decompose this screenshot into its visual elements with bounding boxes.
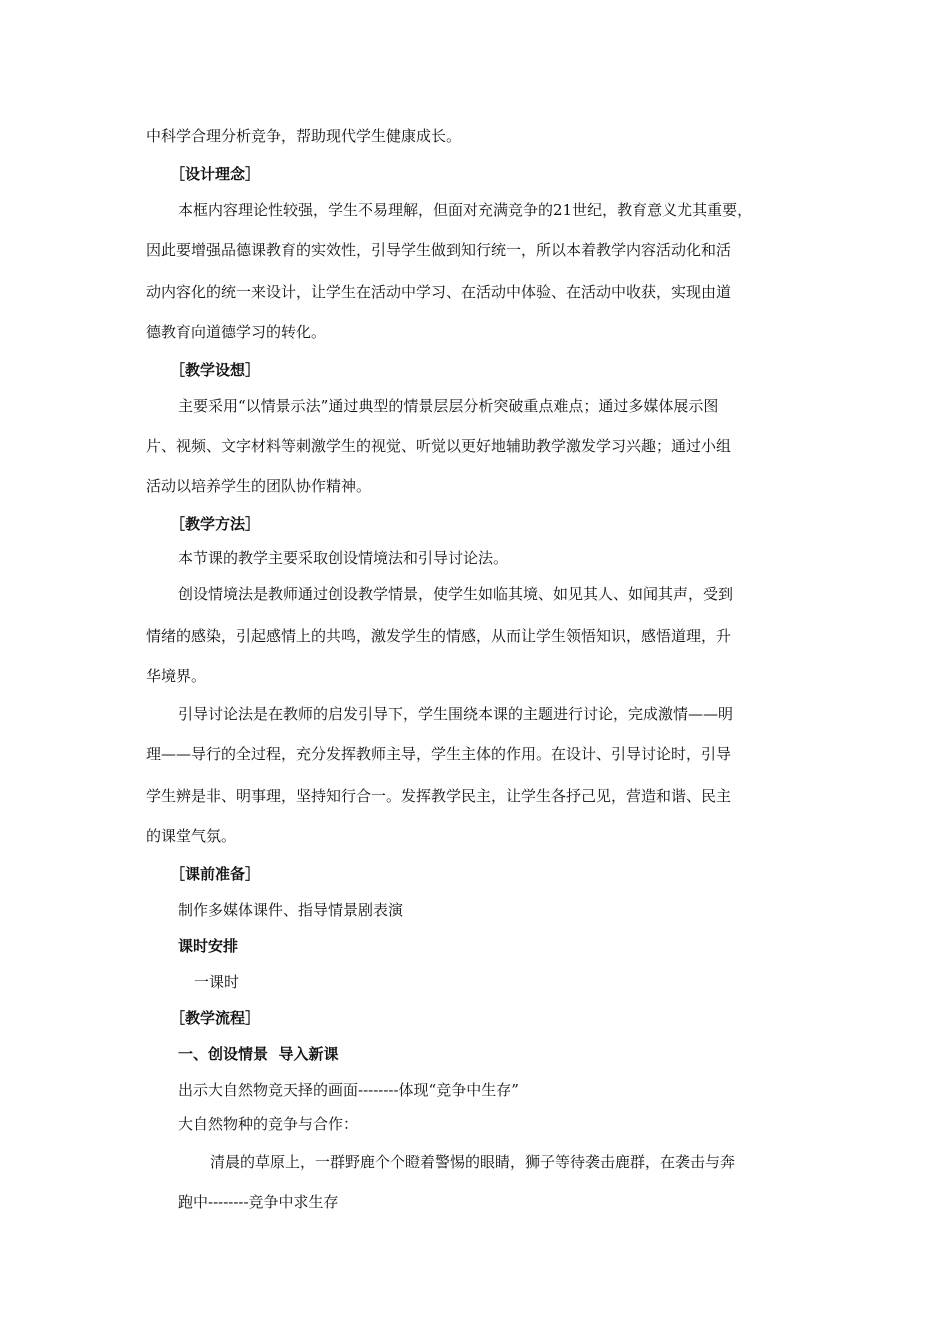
- paragraph-line: 德教育向道德学习的转化。: [146, 323, 327, 341]
- paragraph-line: 动内容化的统一来设计，让学生在活动中学习、在活动中体验、在活动中收获，实现由道: [146, 283, 732, 301]
- paragraph-line: 活动以培养学生的团队协作精神。: [146, 477, 372, 495]
- section-heading-preparation: ［课前准备］: [170, 865, 261, 883]
- paragraph-line: 学生辨是非、明事理，坚持知行合一。发挥教学民主，让学生各抒己见，营造和谐、民主: [146, 787, 732, 805]
- section-heading-schedule: 课时安排: [178, 937, 239, 955]
- subsection-heading: 一、创设情景 导入新课: [178, 1045, 339, 1063]
- paragraph-line: 本框内容理论性较强，学生不易理解，但面对充满竞争的21世纪，教育意义尤其重要，: [178, 201, 753, 219]
- paragraph-line: 创设情境法是教师通过创设教学情景，使学生如临其境、如见其人、如闻其声，受到: [178, 585, 734, 603]
- paragraph-line: 理——导行的全过程，充分发挥教师主导，学生主体的作用。在设计、引导讨论时，引导: [146, 745, 732, 763]
- paragraph-line: 跑中--------竞争中求生存: [178, 1193, 339, 1211]
- paragraph-line: 的课堂气氛。: [146, 827, 237, 845]
- paragraph-line: 片、视频、文字材料等刺激学生的视觉、听觉以更好地辅助教学激发学习兴趣；通过小组: [146, 437, 732, 455]
- paragraph-line: 一课时: [194, 973, 240, 991]
- paragraph-line: 制作多媒体课件、指导情景剧表演: [178, 901, 404, 919]
- paragraph-line: 引导讨论法是在教师的启发引导下，学生围绕本课的主题进行讨论，完成激情——明: [178, 705, 734, 723]
- section-heading-teaching-idea: ［教学设想］: [170, 361, 261, 379]
- paragraph-line: 中科学合理分析竞争，帮助现代学生健康成长。: [146, 127, 462, 145]
- paragraph-line: 清晨的草原上，一群野鹿个个瞪着警惕的眼睛，狮子等待袭击鹿群，在袭击与奔: [210, 1153, 736, 1171]
- paragraph-line: 因此要增强品德课教育的实效性，引导学生做到知行统一，所以本着教学内容活动化和活: [146, 241, 732, 259]
- section-heading-teaching-flow: ［教学流程］: [170, 1009, 261, 1027]
- section-heading-design-concept: ［设计理念］: [170, 165, 261, 183]
- paragraph-line: 主要采用“以情景示法”通过典型的情景层层分析突破重点难点；通过多媒体展示图: [178, 397, 719, 415]
- paragraph-line: 华境界。: [146, 667, 207, 685]
- paragraph-line: 本节课的教学主要采取创设情境法和引导讨论法。: [178, 549, 509, 567]
- section-heading-teaching-method: ［教学方法］: [170, 515, 261, 533]
- paragraph-line: 情绪的感染，引起感情上的共鸣，激发学生的情感，从而让学生领悟知识，感悟道理，升: [146, 627, 732, 645]
- paragraph-line: 出示大自然物竞天择的画面--------体现“竞争中生存”: [178, 1081, 519, 1099]
- paragraph-line: 大自然物种的竞争与合作：: [178, 1115, 359, 1133]
